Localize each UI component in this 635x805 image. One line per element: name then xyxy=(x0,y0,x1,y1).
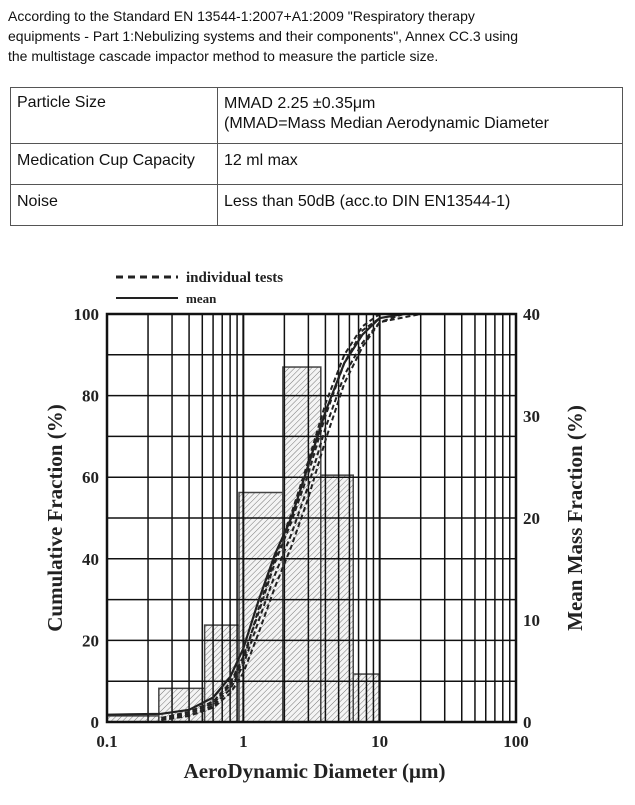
y2-axis-label: Mean Mass Fraction (%) xyxy=(563,405,587,631)
spec-value: Less than 50dB (acc.to DIN EN13544-1) xyxy=(218,185,623,226)
spec-label: Noise xyxy=(11,185,218,226)
y2-tick-label: 30 xyxy=(523,407,540,426)
y-tick-label: 20 xyxy=(82,631,99,651)
x-tick-label: 0.1 xyxy=(96,732,118,751)
spec-value-line: (MMAD=Mass Median Aerodynamic Diameter xyxy=(224,115,549,132)
histogram-bar xyxy=(283,367,321,722)
spec-label: Medication Cup Capacity xyxy=(11,144,218,185)
spec-value: 12 ml max xyxy=(218,144,623,185)
spec-label: Particle Size xyxy=(11,88,218,144)
table-row xyxy=(11,185,623,226)
intro-line: According to the Standard EN 13544-1:2007+A1:2009 "Respiratory therapy xyxy=(8,8,475,24)
x-axis-label: AeroDynamic Diameter (μm) xyxy=(183,759,446,783)
y-tick-label: 80 xyxy=(82,386,99,406)
y-tick-label: 0 xyxy=(90,713,99,732)
x-tick-label: 1 xyxy=(239,732,248,751)
x-tick-label: 100 xyxy=(503,732,529,751)
legend-label: individual tests xyxy=(186,270,284,286)
intro-line: the multistage cascade impactor method to measure the particle size. xyxy=(8,48,439,64)
y2-tick-label: 40 xyxy=(523,305,540,324)
y2-tick-label: 10 xyxy=(523,611,540,630)
y2-tick-label: 0 xyxy=(523,713,532,732)
y-axis-label: Cumulative Fraction (%) xyxy=(43,404,67,632)
particle-size-chart xyxy=(0,255,635,805)
y-tick-label: 100 xyxy=(73,305,99,324)
y-tick-label: 60 xyxy=(82,468,99,488)
y-tick-label: 40 xyxy=(82,549,99,569)
y2-tick-label: 20 xyxy=(523,509,540,528)
x-tick-label: 10 xyxy=(371,732,389,751)
legend-label: mean xyxy=(186,291,217,306)
spec-value-line: MMAD 2.25 ±0.35μm xyxy=(224,95,376,112)
spec-value xyxy=(218,88,623,144)
table-row xyxy=(11,144,623,185)
intro-line: equipments - Part 1:Nebulizing systems and their components", Annex CC.3 using xyxy=(8,28,519,44)
table-row xyxy=(11,88,623,144)
intro-text xyxy=(8,6,628,66)
spec-table xyxy=(10,87,623,226)
